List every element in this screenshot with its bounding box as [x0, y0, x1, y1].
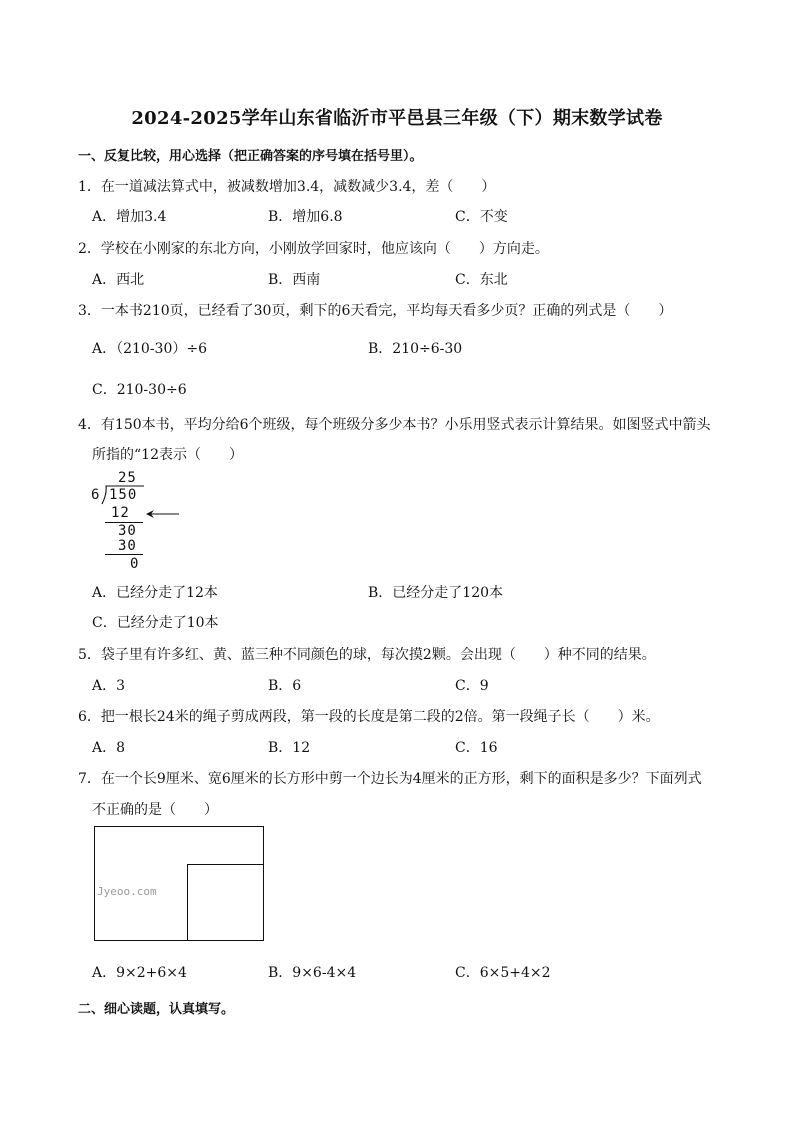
q5-option-b[interactable]: B．6: [268, 678, 302, 694]
watermark-text: Jyeoo.com: [97, 885, 157, 898]
question-7-text-line1: 7．在一个长9厘米、宽6厘米的长方形中剪一个边长为4厘米的正方形，剩下的面积是多少？下面列式: [78, 771, 702, 787]
q1-option-c[interactable]: C．不变: [455, 209, 508, 225]
division-divisor: 6: [91, 487, 100, 503]
q7-option-a[interactable]: A．9×2+6×4: [92, 965, 187, 981]
q7-option-c[interactable]: C．6×5+4×2: [455, 965, 551, 981]
question-5-text: 5．袋子里有许多红、黄、蓝三种不同颜色的球，每次摸2颗。会出现（ ）种不同的结果。: [78, 647, 656, 663]
q1-option-a[interactable]: A．增加3.4: [92, 209, 167, 225]
q6-option-b[interactable]: B．12: [268, 740, 311, 756]
question-4-text-line1: 4．有150本书，平均分给6个班级，每个班级分多少本书？小乐用竖式表示计算结果。如图竖式中箭头: [78, 417, 711, 433]
division-quotient: 25: [118, 470, 137, 486]
division-final: 0: [130, 556, 139, 572]
section-heading-2: 二、细心读题，认真填写。: [78, 1002, 235, 1017]
division-step1: 12: [111, 505, 130, 521]
arrow-left-icon: [145, 507, 181, 521]
q4-option-c[interactable]: C．已经分走了10本: [92, 615, 219, 631]
q3-option-b[interactable]: B．210÷6-30: [368, 341, 463, 357]
q3-option-a[interactable]: A．（210-30）÷6: [92, 341, 208, 357]
q4-option-a[interactable]: A．已经分走了12本: [92, 585, 218, 601]
q6-option-a[interactable]: A．8: [92, 740, 126, 756]
section-heading-1: 一、反复比较，用心选择（把正确答案的序号填在括号里）。: [78, 149, 423, 164]
division-remainder1: 30: [118, 523, 137, 539]
q2-option-b[interactable]: B．西南: [268, 272, 321, 288]
q1-option-b[interactable]: B．增加6.8: [268, 209, 343, 225]
page-title: 2024-2025学年山东省临沂市平邑县三年级（下）期末数学试卷: [131, 108, 663, 129]
question-7-text-line2: 不正确的是（ ）: [92, 802, 218, 818]
question-4-text-line2: 所指的“12表示（ ）: [92, 447, 243, 463]
division-rule-2: [105, 554, 143, 555]
q5-option-c[interactable]: C．9: [455, 678, 489, 694]
division-dividend: 150: [109, 487, 138, 503]
question-1-text: 1．在一道减法算式中，被减数增加3.4，减数减少3.4，差（ ）: [78, 179, 496, 195]
q7-option-b[interactable]: B．9×6-4×4: [268, 965, 357, 981]
q4-option-b[interactable]: B．已经分走了120本: [368, 585, 504, 601]
division-step2: 30: [118, 538, 137, 554]
q2-option-a[interactable]: A．西北: [92, 272, 145, 288]
q3-option-c[interactable]: C．210-30÷6: [92, 382, 187, 398]
question-3-text: 3．一本书210页，已经看了30页，剩下的6天看完，平均每天看多少页？正确的列式是（ ）: [78, 303, 673, 319]
question-2-text: 2．学校在小刚家的东北方向，小刚放学回家时，他应该向（ ）方向走。: [78, 241, 549, 257]
q2-option-c[interactable]: C．东北: [455, 272, 508, 288]
q6-option-c[interactable]: C．16: [455, 740, 498, 756]
cut-square: [187, 864, 264, 941]
q5-option-a[interactable]: A．3: [92, 678, 126, 694]
question-6-text: 6．把一根长24米的绳子剪成两段，第一段的长度是第二段的2倍。第一段绳子长（ ）米。: [78, 709, 660, 725]
